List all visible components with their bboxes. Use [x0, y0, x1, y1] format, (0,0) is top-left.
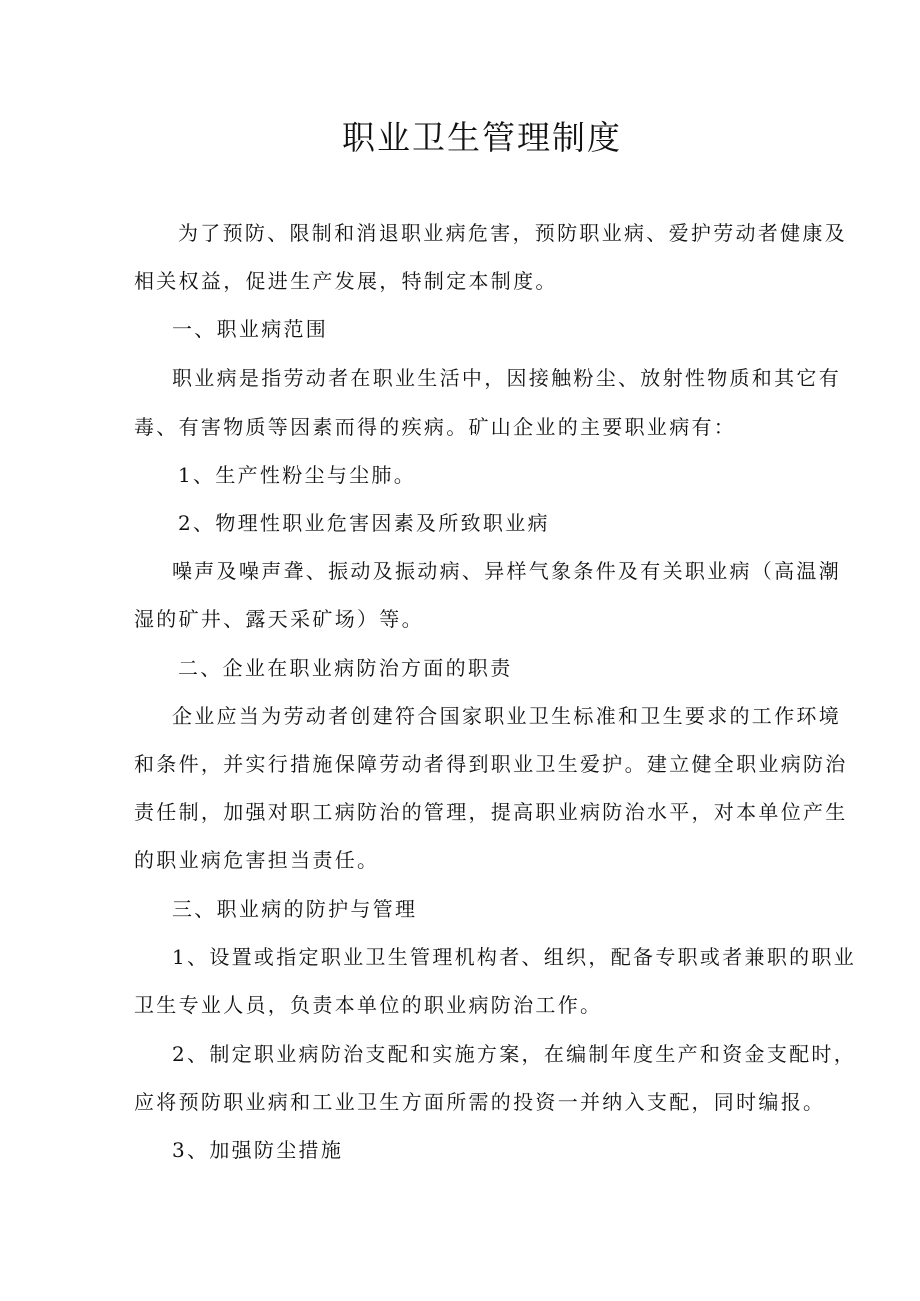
list-item: 1、生产性粉尘与尘肺。 — [178, 463, 417, 487]
paragraph-line: 应将预防职业病和工业卫生方面所需的投资一并纳入支配，同时编报。 — [134, 1090, 826, 1114]
paragraph-line: 为了预防、限制和消退职业病危害，预防职业病、爱护劳动者健康及 — [178, 221, 847, 245]
paragraph-line: 企业应当为劳动者创建符合国家职业卫生标准和卫生要求的工作环境 — [172, 704, 841, 728]
list-item: 3、加强防尘措施 — [172, 1138, 344, 1162]
document-title: 职业卫生管理制度 — [342, 118, 622, 157]
paragraph-line: 毒、有害物质等因素而得的疾病。矿山企业的主要职业病有： — [134, 415, 737, 439]
paragraph-line: 湿的矿井、露天采矿场）等。 — [134, 607, 424, 631]
section-heading: 二、企业在职业病防治方面的职责 — [178, 656, 513, 680]
paragraph-line: 和条件，并实行措施保障劳动者得到职业卫生爱护。建立健全职业病防治 — [134, 752, 848, 776]
paragraph-line: 卫生专业人员，负责本单位的职业病防治工作。 — [134, 993, 603, 1017]
paragraph-line: 2、制定职业病防治支配和实施方案，在编制年度生产和资金支配时， — [172, 1042, 857, 1066]
section-heading: 三、职业病的防护与管理 — [172, 897, 418, 921]
list-item: 2、物理性职业危害因素及所致职业病 — [178, 511, 550, 535]
paragraph-line: 1、设置或指定职业卫生管理机构者、组织，配备专职或者兼职的职业 — [172, 945, 857, 969]
paragraph-line: 职业病是指劳动者在职业生活中，因接触粉尘、放射性物质和其它有 — [172, 366, 841, 390]
paragraph-line: 噪声及噪声聋、振动及振动病、异样气象条件及有关职业病（高温潮 — [172, 559, 841, 583]
paragraph-line: 相关权益，促进生产发展，特制定本制度。 — [134, 269, 558, 293]
paragraph-line: 责任制，加强对职工病防治的管理，提高职业病防治水平，对本单位产生 — [134, 800, 848, 824]
section-heading: 一、职业病范围 — [172, 317, 329, 341]
paragraph-line: 的职业病危害担当责任。 — [134, 848, 380, 872]
